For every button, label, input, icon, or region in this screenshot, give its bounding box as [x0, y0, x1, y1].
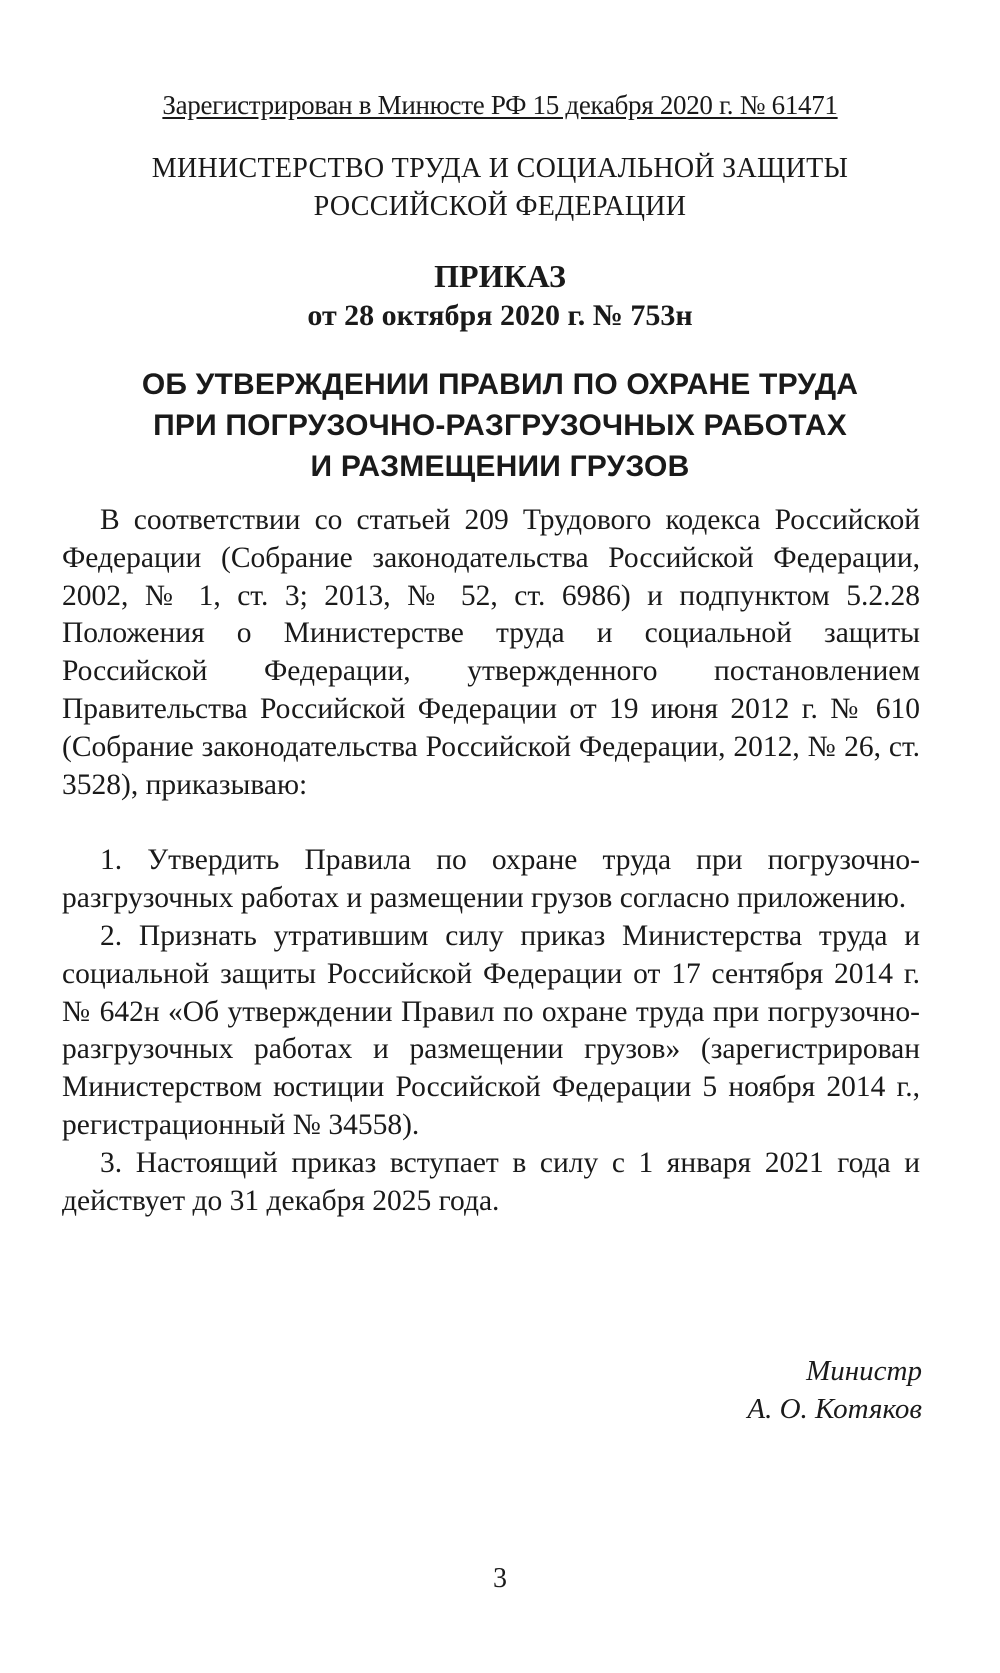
heading-line-3: И РАЗМЕЩЕНИИ ГРУЗОВ [310, 450, 690, 483]
preamble-paragraph: В соответствии со статьей 209 Трудового кодекса Российской Федерации (Собрание законодательства Российской Федерации, 2002, № 1, ст. 3; 2013, № 52, ст. 6986) и подпунктом 5.2.28 Положения о Министерстве труда и социальной защиты Российской Федерации, утвержденного постановлением Правительства Российской Федерации от 19 июня 2012 г. № 610 (Собрание законодательства Российской Федерации, 2012, № 26, ст. 3528), приказываю: [62, 504, 920, 801]
signatory-position: Министр [806, 1355, 922, 1387]
heading-line-2: ПРИ ПОГРУЗОЧНО-РАЗГРУЗОЧНЫХ РАБОТАХ [153, 409, 847, 442]
order-item-3: 3. Настоящий приказ вступает в силу с 1 января 2021 года и действует до 31 декабря 2025 года. [62, 1146, 920, 1217]
registration-note: Зарегистрирован в Минюсте РФ 15 декабря 2020 г. № 61471 [162, 90, 838, 120]
signatory-name: А. О. Котяков [747, 1393, 922, 1425]
document-heading [50, 364, 950, 487]
document-body [62, 502, 920, 1220]
order-item-2: 2. Признать утратившим силу приказ Министерства труда и социальной защиты Российской Федерации от 17 сентября 2014 г. № 642н «Об утверждении Правил по охране труда при погрузочно-разгрузочных работах и размещении грузов» (зарегистрирован Министерством юстиции Российской Федерации 5 ноября 2014 г., регистрационный № 34558). [62, 919, 920, 1141]
order-date: от 28 октября 2020 г. № 753н [307, 299, 693, 332]
heading-line-1: ОБ УТВЕРЖДЕНИИ ПРАВИЛ ПО ОХРАНЕ ТРУДА [141, 368, 859, 401]
ministry-name [0, 150, 1000, 226]
signature-block [747, 1352, 922, 1428]
ministry-name-line-2: РОССИЙСКОЙ ФЕДЕРАЦИИ [313, 191, 687, 222]
order-item-1: 1. Утвердить Правила по охране труда при погрузочно-разгрузочных работах и размещении грузов согласно приложению. [62, 844, 920, 915]
page-number: 3 [493, 1563, 507, 1594]
ministry-name-line-1: МИНИСТЕРСТВО ТРУДА И СОЦИАЛЬНОЙ ЗАЩИТЫ [151, 153, 849, 184]
order-title: ПРИКАЗ [434, 258, 566, 294]
